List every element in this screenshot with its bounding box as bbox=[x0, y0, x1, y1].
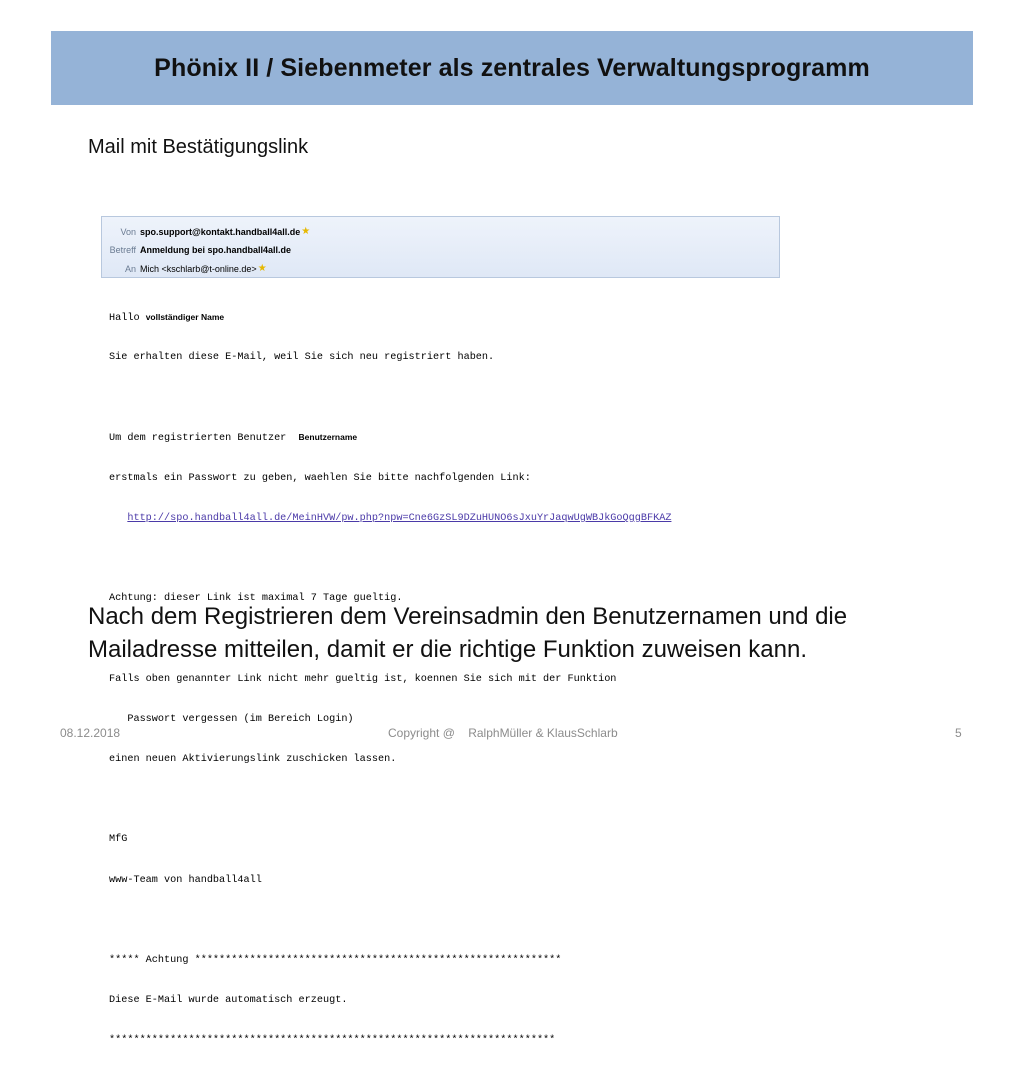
mail-body bbox=[109, 284, 769, 1075]
mail-to-label: An bbox=[124, 264, 136, 274]
mail-to-value[interactable]: Mich <kschlarb@t-online.de> bbox=[140, 264, 257, 274]
mail-greeting: Hallo bbox=[109, 312, 146, 324]
mail-from-label: Von bbox=[120, 227, 136, 237]
footer-date: 08.12.2018 bbox=[60, 726, 121, 740]
mail-line-falls-3: einen neuen Aktivierungslink zuschicken lassen. bbox=[109, 754, 397, 766]
footer-copyright: Copyright @ RalphMüller & KlausSchlarb bbox=[388, 726, 618, 740]
title-bar bbox=[51, 31, 973, 105]
mail-link-line bbox=[109, 512, 769, 525]
mail-user-line bbox=[109, 431, 769, 444]
mail-subject-value: Anmeldung bei spo.handball4all.de bbox=[140, 245, 292, 255]
name-placeholder: vollständiger Name bbox=[145, 311, 225, 322]
mail-line-user: Um dem registrierten Benutzer bbox=[109, 433, 299, 445]
mail-from-value[interactable]: spo.support@kontakt.handball4all.de bbox=[140, 227, 301, 237]
mail-line-received: Sie erhalten diese E-Mail, weil Sie sich neu registriert haben. bbox=[109, 352, 495, 364]
mail-line-attention: Achtung: dieser Link ist maximal 7 Tage gueltig. bbox=[109, 593, 403, 605]
mail-line-falls-1: Falls oben genannter Link nicht mehr gueltig ist, koennen Sie sich mit der Funktion bbox=[109, 673, 617, 685]
mail-from-row bbox=[102, 224, 310, 240]
mail-greeting-line bbox=[109, 311, 769, 324]
mail-to-row bbox=[102, 261, 267, 277]
mail-line-falls-2: Passwort vergessen (im Bereich Login) bbox=[109, 713, 354, 725]
star-icon[interactable]: ★ bbox=[301, 226, 311, 237]
main-text bbox=[88, 600, 948, 666]
main-text-line-1: Nach dem Registrieren dem Vereinsadmin den Benutzernamen und die bbox=[88, 603, 848, 630]
slide-subtitle: Mail mit Bestätigungslink bbox=[88, 136, 309, 158]
mail-subject-row bbox=[102, 242, 291, 258]
mail-line-stars-2: ************************************************************************* bbox=[109, 1035, 556, 1047]
slide-title: Phönix II / Siebenmeter als zentrales Verwaltungsprogramm bbox=[154, 53, 870, 82]
confirmation-link[interactable]: http://spo.handball4all.de/MeinHVW/pw.php?npw=Cne6GzSL9DZuHUNO6sJxuYrJaqwUgWBJkGoQggBFKAZ bbox=[127, 512, 672, 524]
mail-line-mfg: MfG bbox=[109, 834, 128, 846]
footer bbox=[0, 724, 1024, 744]
username-placeholder: Benutzername bbox=[298, 432, 358, 443]
mail-line-team: www-Team von handball4all bbox=[109, 874, 262, 886]
footer-page-number: 5 bbox=[955, 726, 962, 740]
mail-line-stars-1: ***** Achtung ************************************************************ bbox=[109, 955, 562, 967]
mail-line-auto: Diese E-Mail wurde automatisch erzeugt. bbox=[109, 995, 348, 1007]
mail-line-password: erstmals ein Passwort zu geben, waehlen Sie bitte nachfolgenden Link: bbox=[109, 472, 531, 484]
main-text-line-2: Mailadresse mitteilen, damit er die richtige Funktion zuweisen kann. bbox=[88, 636, 808, 663]
mail-subject-label: Betreff bbox=[109, 245, 136, 255]
mail-header bbox=[101, 216, 780, 278]
star-icon[interactable]: ★ bbox=[257, 263, 267, 274]
